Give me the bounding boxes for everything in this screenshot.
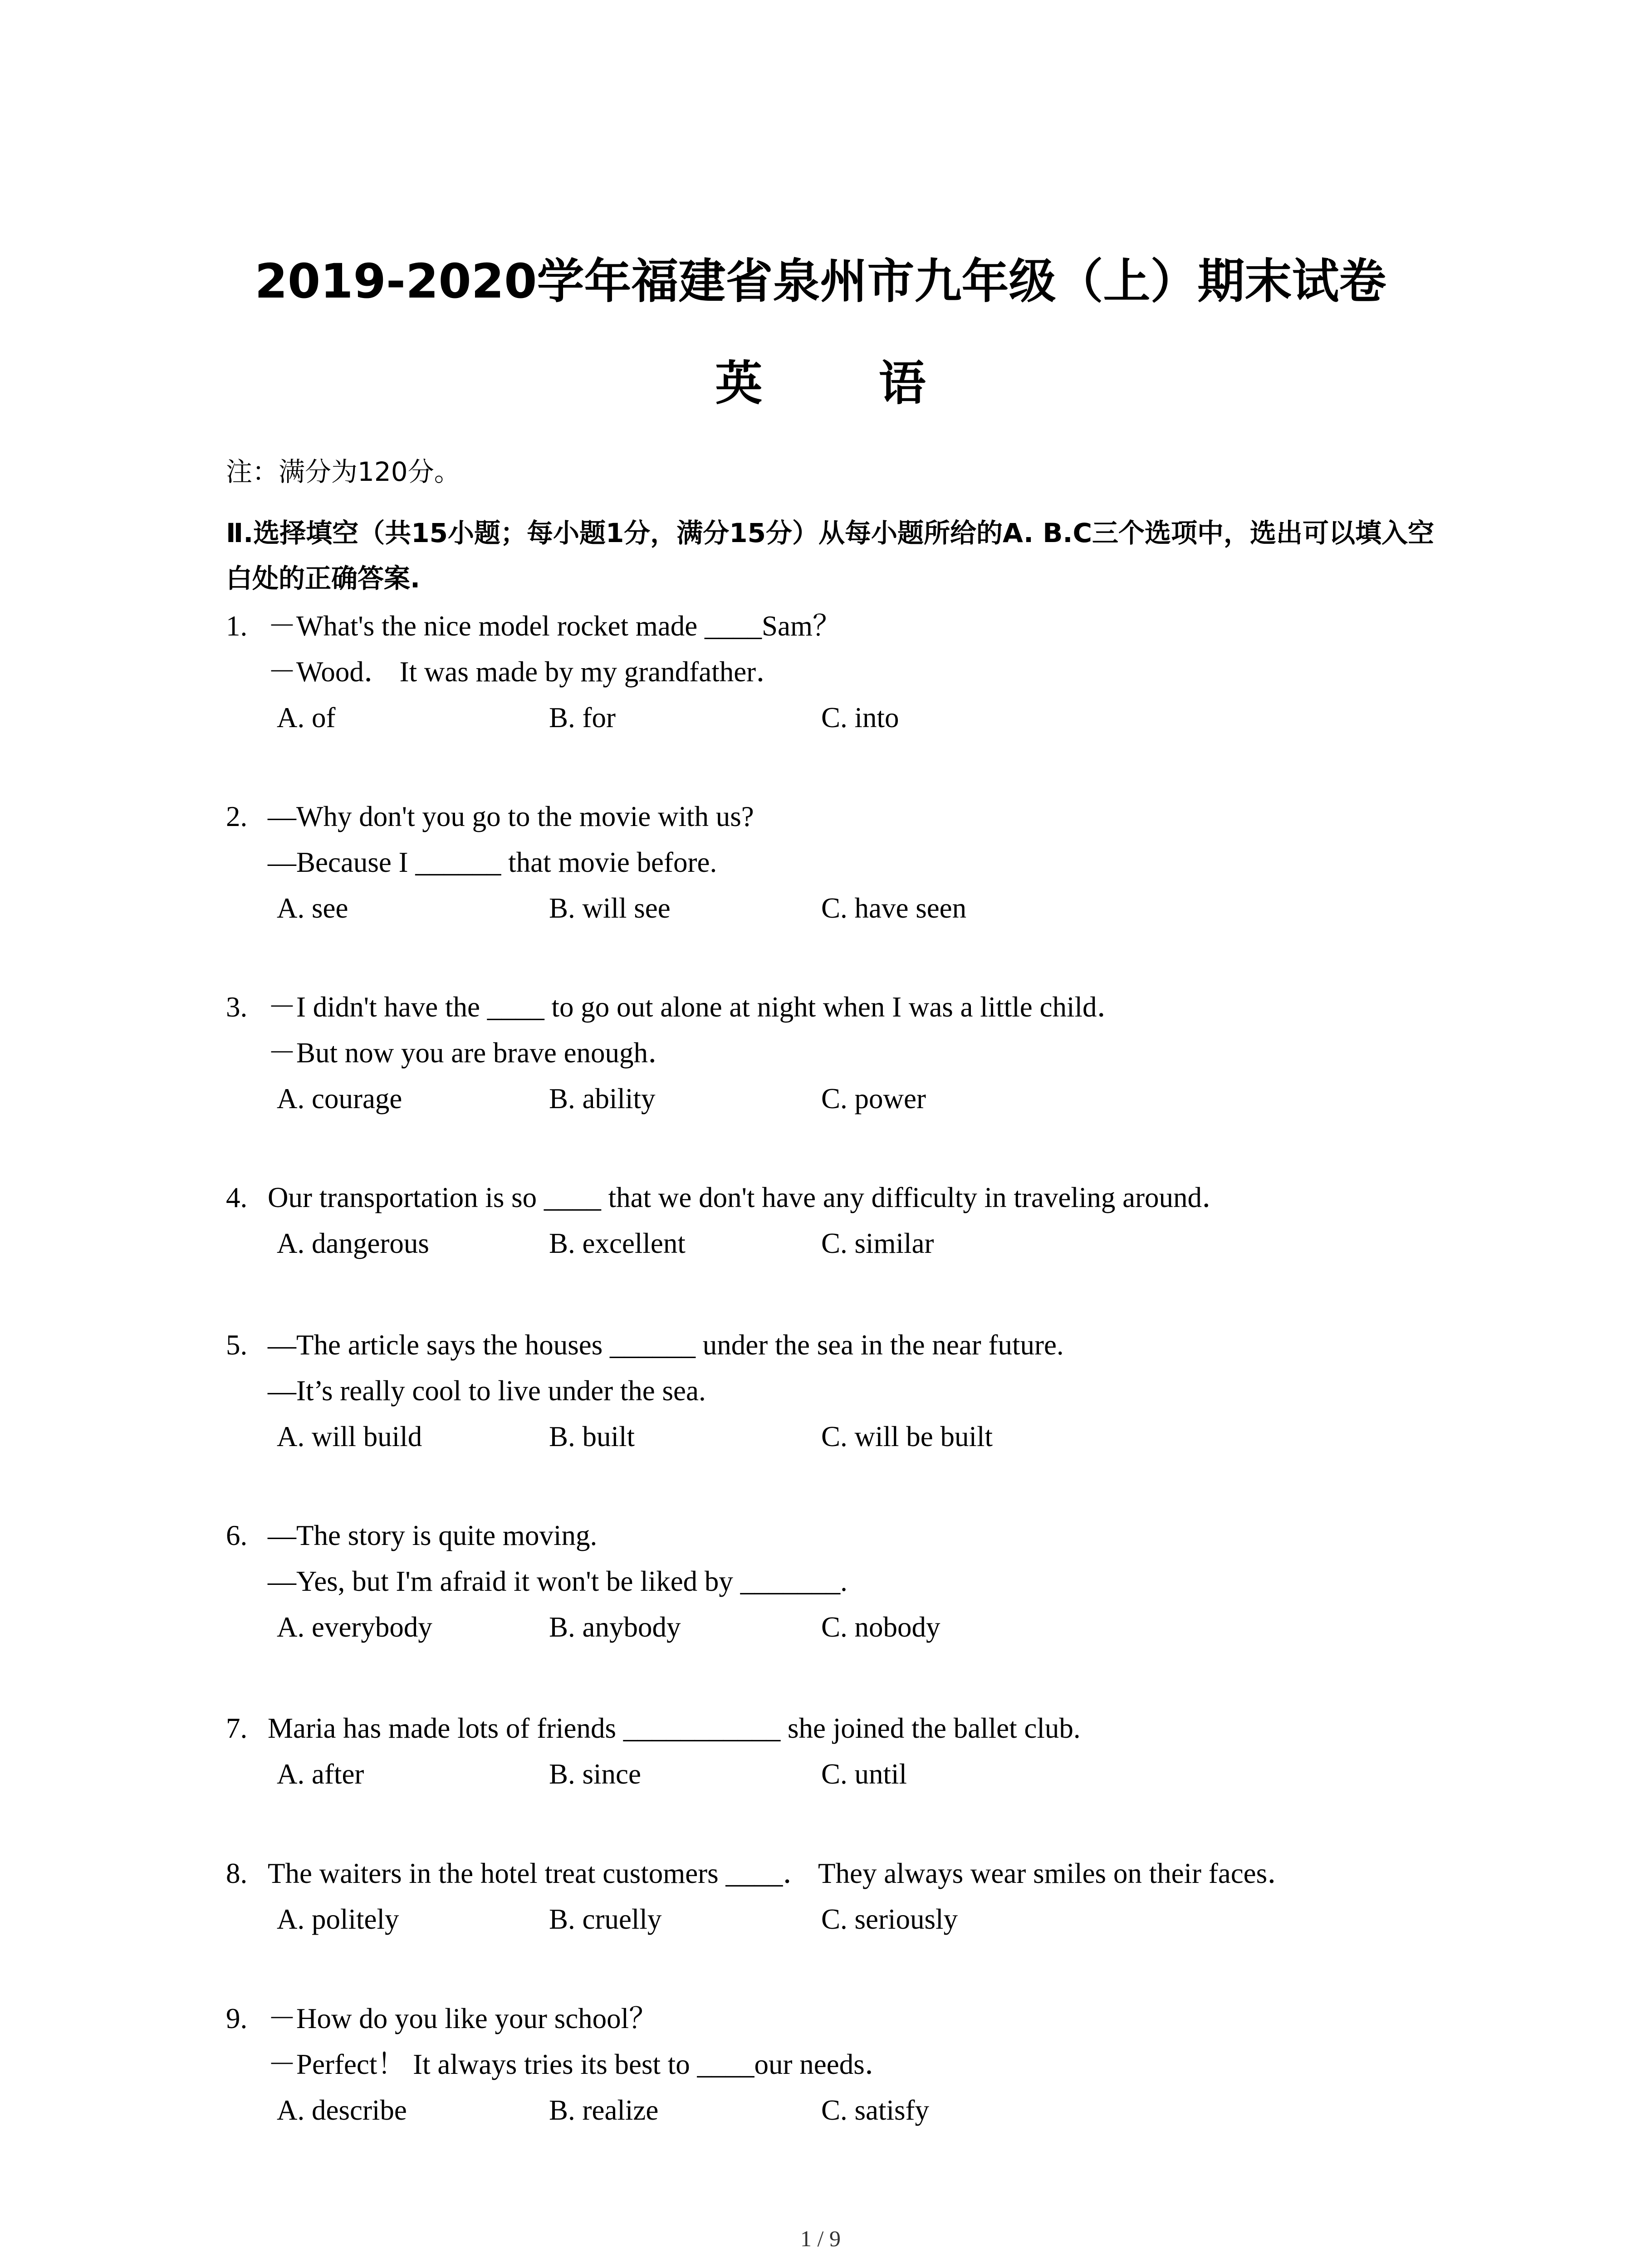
question-2: [226, 794, 1460, 931]
question-stem: [226, 984, 1460, 1030]
question-number: 9.: [226, 2003, 248, 2034]
question-text: －Wood． It was made by my grandfather．: [268, 656, 785, 688]
option-a: A. dangerous: [277, 1227, 429, 1259]
answer-options: [226, 885, 1460, 931]
question-1: [226, 603, 1460, 741]
option-b: B. cruelly: [549, 1903, 662, 1935]
question-text: —The article says the houses ______ under the sea in the near future.: [268, 1329, 1064, 1361]
question-reply: [226, 840, 1460, 885]
question-stem: [226, 794, 1460, 840]
option-c: C. power: [821, 1083, 926, 1114]
question-text: －How do you like your school？: [268, 2003, 658, 2034]
option-c: C. into: [821, 702, 899, 733]
question-text: —It’s really cool to live under the sea.: [268, 1375, 706, 1407]
answer-options: [226, 1414, 1460, 1460]
question-stem: [226, 1175, 1460, 1221]
question-text: －Perfect！ It always tries its best to ____our needs．: [268, 2048, 893, 2080]
question-text: —Because I ______ that movie before.: [268, 846, 717, 878]
question-reply: [226, 2042, 1460, 2087]
section-instructions: Ⅱ.选择填空（共15小题；每小题1分，满分15分）从每小题所给的A. B.C三个选项中，选出可以填入空白处的正确答案.: [226, 518, 1435, 594]
question-stem: [226, 603, 1460, 649]
question-4: [226, 1175, 1460, 1266]
question-text: －What's the nice model rocket made ____Sam？: [268, 610, 841, 642]
question-stem: [226, 1706, 1460, 1751]
option-b: B. realize: [549, 2094, 659, 2126]
question-text: —Yes, but I'm afraid it won't be liked by _______.: [268, 1565, 847, 1597]
option-b: B. built: [549, 1421, 635, 1452]
question-number: 6.: [226, 1520, 248, 1551]
question-text: —Why don't you go to the movie with us?: [268, 801, 754, 832]
question-stem: [226, 1996, 1460, 2042]
question-number: 2.: [226, 801, 248, 832]
question-text: －I didn't have the ____ to go out alone at night when I was a little child．: [268, 991, 1126, 1023]
question-number: 4.: [226, 1182, 248, 1213]
question-9: [226, 1996, 1460, 2133]
option-a: A. everybody: [277, 1611, 432, 1643]
question-number: 8.: [226, 1857, 248, 1889]
option-c: C. nobody: [821, 1611, 941, 1643]
option-c: C. have seen: [821, 892, 967, 924]
question-text: —The story is quite moving.: [268, 1520, 598, 1551]
option-a: A. courage: [277, 1083, 402, 1114]
option-a: A. of: [277, 702, 336, 733]
answer-options: [226, 1751, 1460, 1797]
option-c: C. similar: [821, 1227, 934, 1259]
page-number: 1 / 9: [800, 2226, 841, 2251]
answer-options: [226, 1221, 1460, 1266]
question-7: [226, 1706, 1460, 1797]
question-stem: [226, 1513, 1460, 1559]
option-a: A. see: [277, 892, 348, 924]
question-number: 5.: [226, 1329, 248, 1361]
question-text: The waiters in the hotel treat customers ____． They always wear smiles on their faces．: [268, 1857, 1296, 1889]
option-c: C. will be built: [821, 1421, 993, 1452]
option-b: B. for: [549, 702, 616, 733]
question-reply: [226, 1030, 1460, 1076]
question-text: Our transportation is so ____ that we don't have any difficulty in traveling around．: [268, 1182, 1231, 1213]
question-text: －But now you are brave enough．: [268, 1037, 677, 1069]
question-6: [226, 1513, 1460, 1650]
exam-subject: 英 语: [715, 356, 976, 411]
option-b: B. ability: [549, 1083, 656, 1114]
question-8: [226, 1851, 1460, 1942]
question-reply: [226, 649, 1460, 695]
answer-options: [226, 2087, 1460, 2133]
question-text: Maria has made lots of friends ___________ she joined the ballet club.: [268, 1712, 1081, 1744]
question-5: [226, 1322, 1460, 1460]
answer-options: [226, 1076, 1460, 1122]
option-b: B. since: [549, 1758, 641, 1790]
question-stem: [226, 1851, 1460, 1897]
option-c: C. seriously: [821, 1903, 958, 1935]
question-number: 3.: [226, 991, 248, 1023]
answer-options: [226, 1604, 1460, 1650]
option-b: B. will see: [549, 892, 671, 924]
answer-options: [226, 695, 1460, 741]
question-number: 7.: [226, 1712, 248, 1744]
option-a: A. after: [277, 1758, 364, 1790]
option-a: A. describe: [277, 2094, 407, 2126]
exam-title: 2019-2020学年福建省泉州市九年级（上）期末试卷: [255, 254, 1386, 309]
question-reply: [226, 1368, 1460, 1414]
answer-options: [226, 1897, 1460, 1942]
option-c: C. satisfy: [821, 2094, 930, 2126]
option-c: C. until: [821, 1758, 907, 1790]
option-b: B. anybody: [549, 1611, 681, 1643]
question-3: [226, 984, 1460, 1122]
option-a: A. politely: [277, 1903, 399, 1935]
option-a: A. will build: [277, 1421, 422, 1452]
option-b: B. excellent: [549, 1227, 686, 1259]
question-number: 1.: [226, 610, 248, 642]
question-stem: [226, 1322, 1460, 1368]
score-note: 注：满分为120分。: [226, 456, 460, 487]
question-reply: [226, 1559, 1460, 1604]
